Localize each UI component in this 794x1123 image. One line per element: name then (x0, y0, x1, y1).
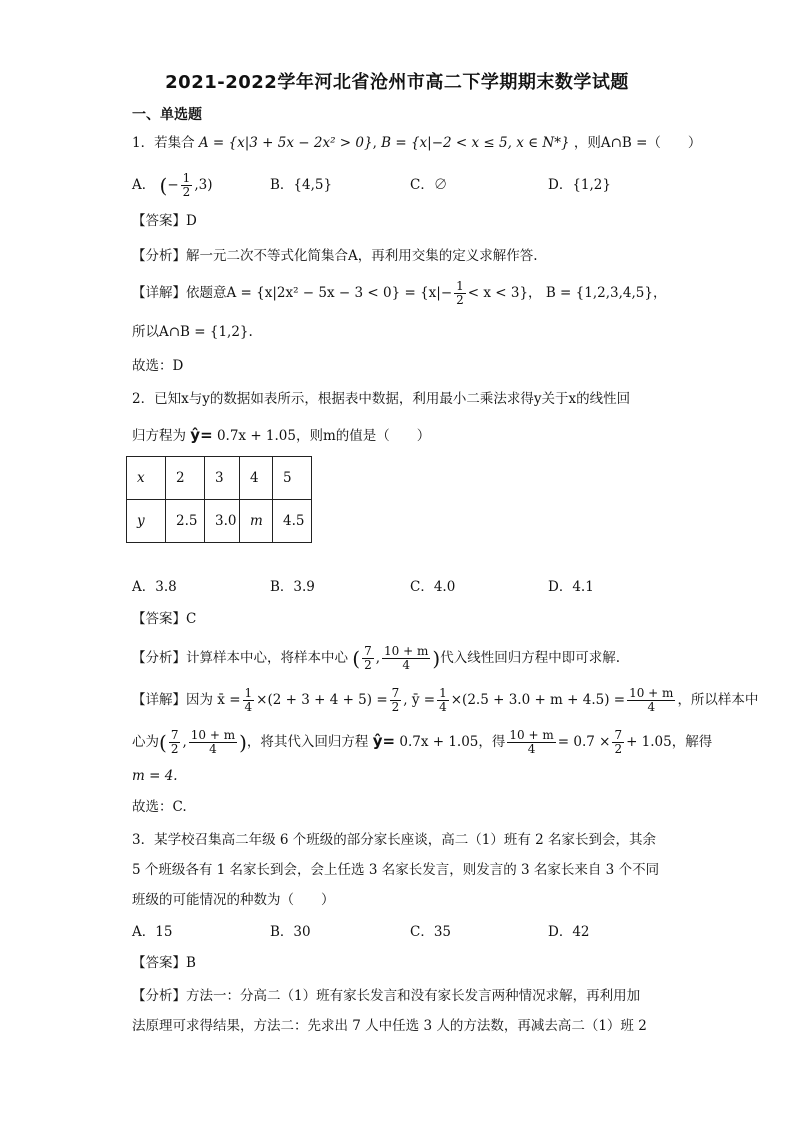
data-table (126, 456, 312, 543)
q2-detail-line1: 【详解】因为 x̄ = $\frac{1}{4}$ ×(2 + 3 + 4 + 5) = $\frac{7}{2}$ , ȳ = $\frac{1}{4}$ ×(2.5 + 3.0 + m + 4.5) = $\frac{10 + m}{4}$ ，所以样本中 (132, 686, 759, 714)
q1-option-a: A． (− $\frac{1}{2}$ ,3) (132, 171, 213, 199)
q2-option-b: B．3.9 (270, 579, 315, 595)
table-row: x 2 3 4 5 (127, 457, 312, 500)
q1-option-c: C．∅ (410, 177, 448, 193)
set-b: B = {x|−2 < x ≤ 5, x ∈ N*} (381, 135, 570, 151)
q3-option-a: A．15 (132, 924, 173, 940)
q1-answer: 【答案】D (132, 213, 197, 229)
q1-choose: 故选：D (132, 358, 184, 374)
q2-stem-line1: 2．已知x与y的数据如表所示，根据表中数据，利用最小二乘法求得y关于x的线性回 (132, 391, 631, 407)
y-hat-symbol-icon: ŷ= (190, 426, 213, 444)
q3-stem-line1: 3．某学校召集高二年级 6 个班级的部分家长座谈，高二（1）班有 2 名家长到会，其余 (132, 832, 657, 848)
q3-stem-line3: 班级的可能情况的种数为（ ） (132, 892, 335, 908)
q3-option-c: C．35 (410, 924, 452, 940)
q2-option-c: C．4.0 (410, 579, 456, 595)
q1-detail: 【详解】依题意A = {x|2x² − 5x − 3 < 0} = {x|− $\frac{1}{2}$ < x < 3}， B = {1,2,3,4,5}， (132, 279, 667, 307)
q2-option-a: A．3.8 (132, 579, 177, 595)
y-hat-symbol-icon: ŷ= (372, 732, 396, 750)
q3-option-b: B．30 (270, 924, 311, 940)
q2-stem-line2: 归方程为 ŷ= 0.7x + 1.05，则m的值是（ ） (132, 426, 431, 444)
q2-choose: 故选：C. (132, 799, 187, 815)
q2-detail-line3: m = 4. (132, 768, 178, 784)
q3-stem-line2: 5 个班级各有 1 名家长到会，会上任选 3 名家长发言，则发言的 3 名家长来自 3 个不同 (132, 862, 660, 878)
q1-stem: 1．若集合 A = {x|3 + 5x − 2x² > 0}, B = {x|−2 < x ≤ 5, x ∈ N*} ，则A∩B =（ ） (132, 135, 702, 151)
q2-option-d: D．4.1 (548, 579, 594, 595)
table-row: y 2.5 3.0 m 4.5 (127, 500, 312, 543)
set-a: A = {x|3 + 5x − 2x² > 0} (198, 135, 373, 151)
q1-detail-line2: 所以A∩B = {1,2}. (132, 324, 253, 340)
q3-option-d: D．42 (548, 924, 590, 940)
q2-analysis: 【分析】计算样本中心，将样本中心 ( $\frac{7}{2}$ , $\frac{10 + m}{4}$ )代入线性回归方程中即可求解. (132, 644, 620, 672)
q3-analysis-line2: 法原理可求得结果，方法二：先求出 7 人中任选 3 人的方法数，再减去高二（1）班 2 (132, 1018, 647, 1034)
q2-detail-line2: 心为( $\frac{7}{2}$ , $\frac{10 + m}{4}$ )，将其代入回归方程 ŷ= 0.7x + 1.05，得 $\frac{10 + m}{4}$ = 0.7 × $\frac{7}{2}$ + 1.05，解得 (132, 728, 713, 756)
q1-option-b: B．{4,5} (270, 177, 333, 193)
q3-analysis-line1: 【分析】方法一：分高二（1）班有家长发言和没有家长发言两种情况求解，再利用加 (132, 988, 641, 1004)
q2-answer: 【答案】C (132, 611, 197, 627)
q3-answer: 【答案】B (132, 955, 196, 971)
q1-analysis: 【分析】解一元二次不等式化简集合A，再利用交集的定义求解作答. (132, 248, 538, 264)
q1-option-d: D．{1,2} (548, 177, 611, 193)
section-heading: 一、单选题 (132, 107, 202, 123)
page-title: 2021-2022学年河北省沧州市高二下学期期末数学试题 (165, 72, 629, 93)
